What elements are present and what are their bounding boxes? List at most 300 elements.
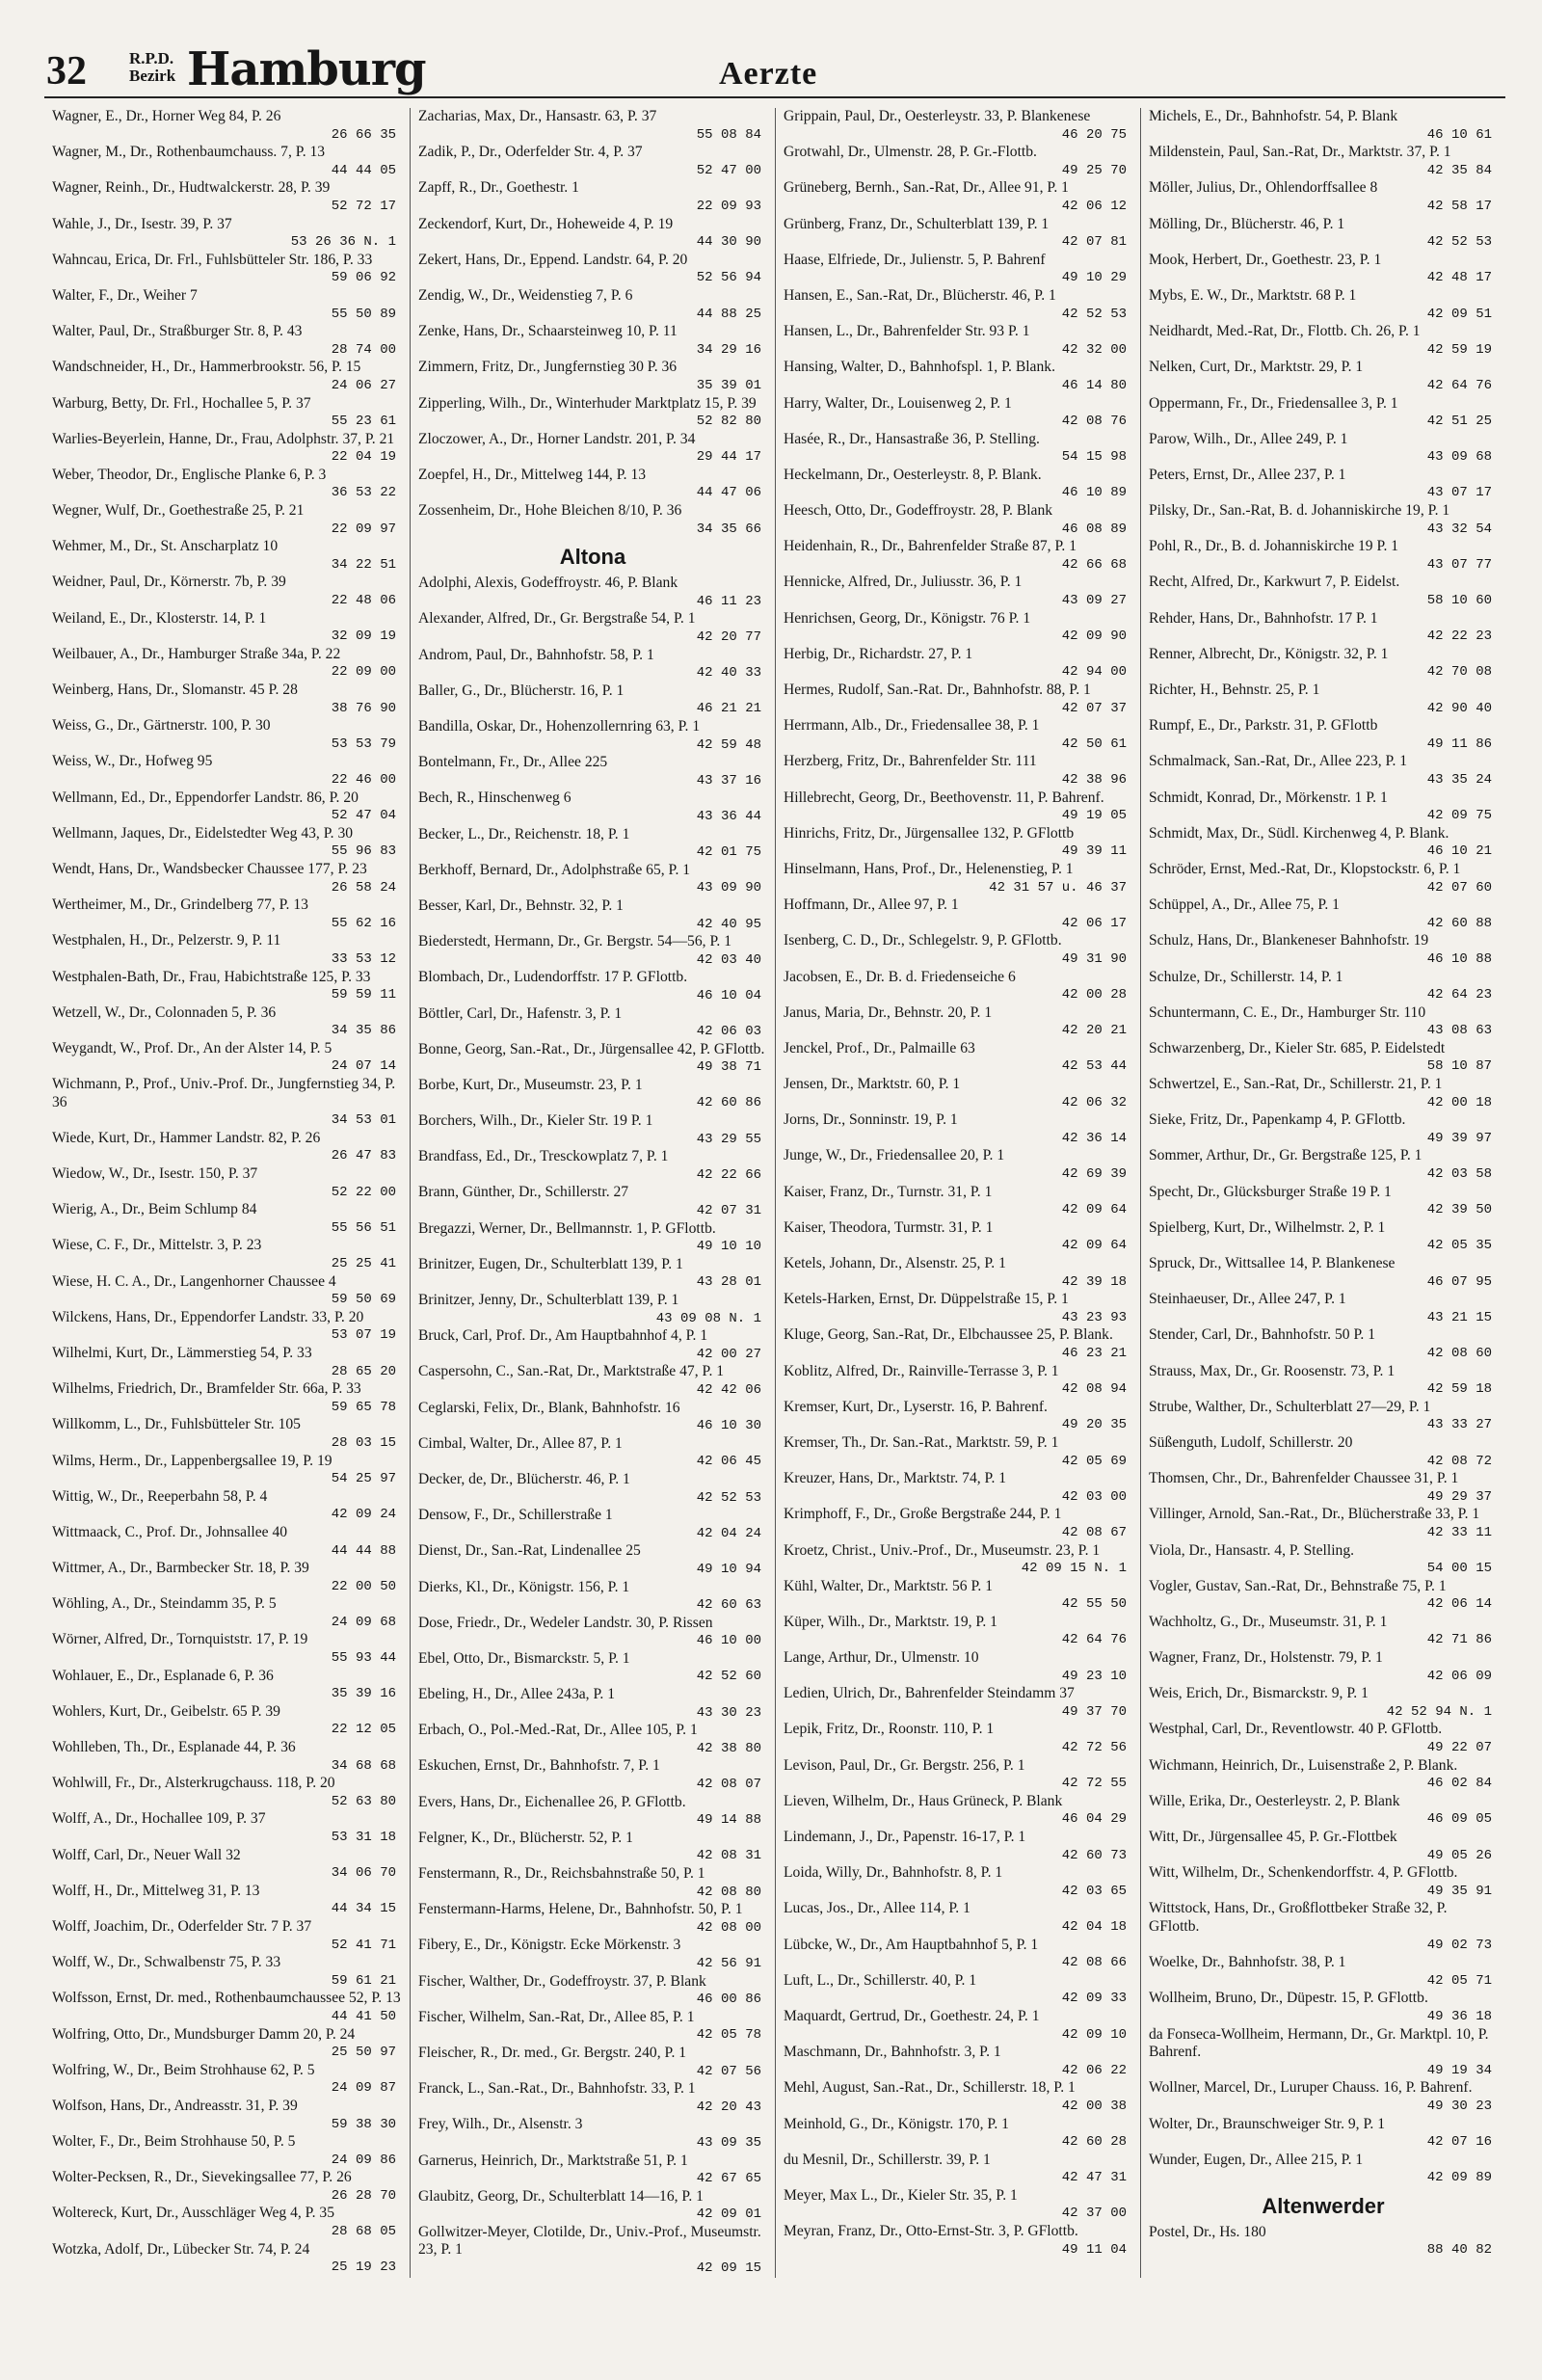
entry-text: Wolter, F., Dr., Beim Strohhause 50, P. 5 — [52, 2133, 296, 2151]
phone-number: 44 44 05 — [331, 162, 396, 178]
physician-entry — [52, 2241, 402, 2277]
physician-entry — [1149, 1399, 1498, 1434]
entry-text: Walter, Paul, Dr., Straßburger Str. 8, P. 43 — [52, 323, 303, 340]
phone-number: 59 61 21 — [331, 1972, 396, 1989]
entry-text: Schulz, Hans, Dr., Blankeneser Bahnhofstr. 19 — [1149, 932, 1429, 949]
entry-text: Witt, Dr., Jürgensallee 45, P. Gr.-Flottbek — [1149, 1829, 1397, 1845]
entry-text: Wilhelmi, Kurt, Dr., Lämmerstieg 54, P. 33 — [52, 1344, 312, 1361]
phone-number: 42 07 56 — [696, 2063, 761, 2079]
physician-entry — [784, 1219, 1132, 1255]
physician-entry — [52, 216, 402, 252]
entry-text: Hansen, L., Dr., Bahrenfelder Str. 93 P. 1 — [784, 323, 1030, 340]
phone-number: 46 10 21 — [1426, 843, 1492, 860]
phone-number: 42 59 18 — [1426, 1381, 1492, 1398]
phone-number: 55 93 44 — [331, 1650, 396, 1667]
physician-entry — [52, 252, 402, 287]
entry-text: Janus, Maria, Dr., Behnstr. 20, P. 1 — [784, 1003, 993, 1021]
phone-number: 42 60 88 — [1426, 915, 1492, 931]
physician-entry — [418, 1865, 767, 1901]
physician-entry — [418, 1579, 767, 1615]
physician-entry — [784, 1076, 1132, 1111]
entry-text: Fischer, Walther, Dr., Godeffroystr. 37, P. Blank — [418, 1972, 706, 1990]
entry-text: Sieke, Fritz, Dr., Papenkamp 4, P. GFlottb. — [1149, 1111, 1406, 1129]
phone-number: 55 56 51 — [331, 1219, 396, 1236]
entry-text: Wittmer, A., Dr., Barmbecker Str. 18, P. 39 — [52, 1560, 309, 1577]
entry-text: Rehder, Hans, Dr., Bahnhofstr. 17 P. 1 — [1149, 609, 1378, 627]
physician-entry — [784, 896, 1132, 932]
entry-text: Spruck, Dr., Wittsallee 14, P. Blankenese — [1149, 1255, 1396, 1271]
phone-number: 46 10 88 — [1426, 950, 1492, 967]
phone-number: 42 07 81 — [1061, 234, 1127, 251]
phone-number: 22 09 97 — [331, 521, 396, 537]
physician-entry — [784, 1721, 1132, 1756]
entry-text: Wolfsson, Ernst, Dr. med., Rothenbaumchaussee 52, P. 13 — [52, 1990, 401, 2007]
phone-number: 43 36 44 — [696, 808, 761, 824]
entry-text: Bruck, Carl, Prof. Dr., Am Hauptbahnhof 4, P. 1 — [418, 1327, 708, 1345]
physician-entry — [418, 323, 767, 359]
entry-text: Brann, Günther, Dr., Schillerstr. 27 — [418, 1184, 629, 1201]
physician-entry — [52, 1883, 402, 1918]
phone-number: 42 08 94 — [1061, 1381, 1127, 1398]
physician-entry — [52, 1810, 402, 1846]
phone-number: 42 40 33 — [696, 665, 761, 682]
phone-number: 42 39 50 — [1426, 1202, 1492, 1218]
entry-text: Oppermann, Fr., Dr., Friedensallee 3, P. 1 — [1149, 394, 1398, 412]
entry-text: Lieven, Wilhelm, Dr., Haus Grüneck, P. Blank — [784, 1792, 1063, 1809]
entry-text: Specht, Dr., Glücksburger Straße 19 P. 1 — [1149, 1183, 1392, 1200]
phone-number: 49 39 11 — [1061, 843, 1127, 860]
entry-text: Fischer, Wilhelm, San.-Rat, Dr., Allee 85, P. 1 — [418, 2008, 695, 2025]
entry-text: Junge, W., Dr., Friedensallee 20, P. 1 — [784, 1147, 1005, 1164]
physician-entry — [1149, 2224, 1498, 2260]
entry-text: Fenstermann, R., Dr., Reichsbahnstraße 50, P. 1 — [418, 1865, 705, 1882]
entry-text: Zeckendorf, Kurt, Dr., Hoheweide 4, P. 19 — [418, 215, 674, 232]
entry-text: Wolter-Pecksen, R., Dr., Sievekingsallee 77, P. 26 — [52, 2169, 352, 2186]
entry-text: Brandfass, Ed., Dr., Tresckowplatz 7, P. 1 — [418, 1148, 669, 1165]
phone-number: 42 52 53 — [1061, 306, 1127, 322]
phone-number: 42 08 31 — [696, 1848, 761, 1864]
phone-number: 42 52 53 — [1426, 234, 1492, 251]
entry-text: Adolphi, Alexis, Godeffroystr. 46, P. Blank — [418, 575, 678, 592]
entry-text: da Fonseca-Wollheim, Hermann, Dr., Gr. Marktpl. 10, P. Bahrenf. — [1149, 2025, 1489, 2061]
entry-text: Schmidt, Max, Dr., Südl. Kirchenweg 4, P. Blank. — [1149, 824, 1449, 842]
entry-text: Westphalen, H., Dr., Pelzerstr. 9, P. 11 — [52, 932, 281, 949]
physician-entry — [418, 1722, 767, 1757]
entry-text: Bech, R., Hinschenweg 6 — [418, 789, 572, 807]
physician-entry — [418, 862, 767, 897]
physician-entry — [418, 1220, 767, 1256]
phone-number: 46 23 21 — [1061, 1345, 1127, 1361]
phone-number: 28 74 00 — [331, 341, 396, 358]
physician-entry — [784, 359, 1132, 394]
phone-number: 52 47 00 — [696, 162, 761, 178]
entry-text: Wierig, A., Dr., Beim Schlump 84 — [52, 1201, 257, 1218]
phone-number: 59 65 78 — [331, 1399, 396, 1415]
phone-number: 49 36 18 — [1426, 2008, 1492, 2024]
physician-entry — [1149, 1111, 1498, 1147]
phone-number: 52 72 17 — [331, 198, 396, 214]
phone-number: 46 08 89 — [1061, 521, 1127, 537]
physician-entry — [418, 2009, 767, 2045]
entry-text: Felgner, K., Dr., Blücherstr. 52, P. 1 — [418, 1829, 633, 1846]
entry-text: Jorns, Dr., Sonninstr. 19, P. 1 — [784, 1111, 958, 1129]
phone-number: 49 10 29 — [1061, 270, 1127, 286]
physician-entry — [1149, 646, 1498, 682]
physician-entry — [1149, 1040, 1498, 1076]
entry-text: Wiedow, W., Dr., Isestr. 150, P. 37 — [52, 1165, 258, 1183]
entry-text: Haase, Elfriede, Dr., Julienstr. 5, P. Bahrenf — [784, 251, 1046, 268]
phone-number: 49 11 86 — [1426, 735, 1492, 752]
physician-entry — [52, 1954, 402, 1990]
entry-text: Schwarzenberg, Dr., Kieler Str. 685, P. Eidelstedt — [1149, 1039, 1446, 1056]
entry-text: Mehl, August, San.-Rat., Dr., Schillerstr. 18, P. 1 — [784, 2079, 1076, 2097]
physician-entry — [418, 1077, 767, 1112]
entry-text: Wolfring, Otto, Dr., Mundsburger Damm 20, P. 24 — [52, 2025, 356, 2043]
phone-number: 42 05 69 — [1061, 1453, 1127, 1469]
entry-text: Ebel, Otto, Dr., Bismarckstr. 5, P. 1 — [418, 1649, 630, 1667]
place-heading: Altona — [559, 545, 626, 570]
entry-text: Hinselmann, Hans, Prof., Dr., Helenenstieg, P. 1 — [784, 860, 1074, 877]
phone-number: 42 09 51 — [1426, 306, 1492, 322]
phone-number: 42 09 15 N. 1 — [1021, 1561, 1127, 1577]
phone-number: 53 07 19 — [331, 1327, 396, 1344]
phone-number: 43 09 27 — [1061, 593, 1127, 609]
physician-entry — [784, 2044, 1132, 2079]
physician-entry — [418, 1471, 767, 1507]
phone-number: 43 09 35 — [696, 2134, 761, 2151]
physician-entry — [1149, 1793, 1498, 1829]
entry-text: Wiede, Kurt, Dr., Hammer Landstr. 82, P. 26 — [52, 1129, 321, 1146]
phone-number: 42 03 58 — [1426, 1166, 1492, 1183]
phone-number: 35 39 16 — [331, 1686, 396, 1702]
phone-number: 26 28 70 — [331, 2187, 396, 2204]
phone-number: 42 08 66 — [1061, 1955, 1127, 1971]
entry-text: Woltereck, Kurt, Dr., Ausschläger Weg 4, P. 35 — [52, 2205, 334, 2222]
physician-entry — [1149, 1757, 1498, 1793]
phone-number: 42 07 31 — [696, 1203, 761, 1219]
entry-text: Steinhaeuser, Dr., Allee 247, P. 1 — [1149, 1291, 1346, 1308]
physician-entry — [1149, 610, 1498, 646]
entry-text: Wagner, Reinh., Dr., Hudtwalckerstr. 28, P. 39 — [52, 179, 331, 197]
physician-entry — [418, 754, 767, 789]
phone-number: 42 69 39 — [1061, 1166, 1127, 1183]
physician-entry — [1149, 1470, 1498, 1506]
phone-number: 58 10 60 — [1426, 593, 1492, 609]
physician-entry — [52, 1668, 402, 1703]
phone-number: 42 09 33 — [1061, 1991, 1127, 2007]
physician-entry — [1149, 1578, 1498, 1614]
entry-text: Strauss, Max, Dr., Gr. Roosenstr. 73, P. 1 — [1149, 1362, 1396, 1379]
entry-text: Kühl, Walter, Dr., Marktstr. 56 P. 1 — [784, 1577, 994, 1594]
physician-entry — [784, 1434, 1132, 1470]
entry-text: Heckelmann, Dr., Oesterleystr. 8, P. Blank. — [784, 466, 1042, 483]
physician-entry — [1149, 1184, 1498, 1219]
entry-text: Nelken, Curt, Dr., Marktstr. 29, P. 1 — [1149, 359, 1364, 376]
phone-number: 42 08 80 — [696, 1884, 761, 1900]
phone-number: 22 09 93 — [696, 198, 761, 214]
phone-number: 42 59 48 — [696, 736, 761, 753]
phone-number: 46 02 84 — [1426, 1776, 1492, 1792]
phone-number: 52 22 00 — [331, 1184, 396, 1200]
physician-entry — [784, 179, 1132, 215]
phone-number: 43 30 23 — [696, 1704, 761, 1721]
phone-number: 42 56 91 — [696, 1955, 761, 1971]
phone-number: 42 40 95 — [696, 916, 761, 932]
phone-number: 42 35 84 — [1426, 162, 1492, 178]
physician-entry — [52, 395, 402, 431]
physician-entry — [784, 1255, 1132, 1291]
phone-number: 22 00 50 — [331, 1578, 396, 1594]
entry-text: Biederstedt, Hermann, Dr., Gr. Bergstr. 54—56, P. 1 — [418, 933, 731, 950]
phone-number: 42 05 78 — [696, 2027, 761, 2044]
physician-entry — [784, 2187, 1132, 2223]
phone-number: 42 20 21 — [1061, 1023, 1127, 1039]
physician-entry — [1149, 395, 1498, 431]
entry-text: Borbe, Kurt, Dr., Museumstr. 23, P. 1 — [418, 1076, 643, 1093]
entry-text: Rumpf, E., Dr., Parkstr. 31, P. GFlottb — [1149, 717, 1378, 735]
phone-number: 42 31 57 u. 46 37 — [989, 879, 1127, 896]
entry-text: Frey, Wilh., Dr., Alsenstr. 3 — [418, 2116, 583, 2133]
entry-text: Isenberg, C. D., Dr., Schlegelstr. 9, P. GFlottb. — [784, 932, 1062, 949]
physician-entry — [784, 287, 1132, 323]
entry-text: Maquardt, Gertrud, Dr., Goethestr. 24, P. 1 — [784, 2007, 1040, 2024]
phone-number: 36 53 22 — [331, 485, 396, 501]
phone-number: 54 15 98 — [1061, 449, 1127, 466]
phone-number: 49 37 70 — [1061, 1703, 1127, 1720]
phone-number: 43 33 27 — [1426, 1417, 1492, 1433]
physician-entry — [784, 969, 1132, 1004]
physician-entry — [418, 1686, 767, 1722]
physician-entry — [418, 1542, 767, 1578]
city-title: Hamburg — [187, 42, 426, 96]
phone-number: 46 07 95 — [1426, 1273, 1492, 1290]
physician-entry — [418, 502, 767, 538]
physician-entry — [1149, 1434, 1498, 1470]
phone-number: 42 59 19 — [1426, 341, 1492, 358]
entry-text: Wilhelms, Friedrich, Dr., Bramfelder Str. 66a, P. 33 — [52, 1380, 361, 1398]
entry-text: Willkomm, L., Dr., Fuhlsbütteler Str. 105 — [52, 1416, 301, 1433]
phone-number: 42 08 60 — [1426, 1345, 1492, 1361]
entry-text: Brinitzer, Eugen, Dr., Schulterblatt 139, P. 1 — [418, 1255, 683, 1272]
entry-text: Glaubitz, Georg, Dr., Schulterblatt 14—16, P. 1 — [418, 2187, 704, 2205]
entry-text: Wolff, A., Dr., Hochallee 109, P. 37 — [52, 1810, 266, 1828]
entry-text: Mybs, E. W., Dr., Marktstr. 68 P. 1 — [1149, 286, 1357, 304]
physician-entry — [784, 861, 1132, 896]
physician-entry — [784, 932, 1132, 968]
phone-number: 42 09 64 — [1061, 1202, 1127, 1218]
entry-text: Kroetz, Christ., Univ.-Prof., Dr., Museumstr. 23, P. 1 — [784, 1541, 1101, 1559]
entry-text: Kluge, Georg, San.-Rat, Dr., Elbchaussee 25, P. Blank. — [784, 1326, 1113, 1344]
phone-number: 46 04 29 — [1061, 1811, 1127, 1828]
phone-number: 42 64 76 — [1061, 1632, 1127, 1648]
physician-entry — [52, 825, 402, 861]
entry-text: Weidner, Paul, Dr., Körnerstr. 7b, P. 39 — [52, 574, 286, 591]
entry-text: Dose, Friedr., Dr., Wedeler Landstr. 30, P. Rissen — [418, 1614, 713, 1631]
phone-number: 53 26 36 N. 1 — [290, 234, 396, 251]
physician-entry — [52, 789, 402, 825]
entry-text: Wagner, E., Dr., Horner Weg 84, P. 26 — [52, 108, 281, 124]
phone-number: 44 47 06 — [696, 485, 761, 501]
entry-text: Strube, Walther, Dr., Schulterblatt 27—29, P. 1 — [1149, 1398, 1431, 1415]
phone-number: 42 04 24 — [696, 1525, 761, 1541]
entry-text: Hansen, E., San.-Rat, Dr., Blücherstr. 46, P. 1 — [784, 286, 1056, 304]
entry-text: Recht, Alfred, Dr., Karkwurt 7, P. Eidelst. — [1149, 574, 1400, 591]
entry-text: Jenckel, Prof., Dr., Palmaille 63 — [784, 1039, 975, 1056]
physician-entry — [784, 502, 1132, 538]
physician-entry — [418, 789, 767, 825]
entry-text: Hansing, Walter, D., Bahnhofspl. 1, P. Blank. — [784, 359, 1055, 376]
phone-number: 53 53 79 — [331, 735, 396, 752]
physician-entry — [1149, 753, 1498, 789]
physician-entry — [52, 1076, 402, 1130]
physician-entry — [1149, 896, 1498, 932]
physician-entry — [418, 1041, 767, 1077]
entry-text: Weiland, E., Dr., Klosterstr. 14, P. 1 — [52, 609, 267, 627]
phone-number: 43 32 54 — [1426, 521, 1492, 537]
entry-text: Lucas, Jos., Dr., Allee 114, P. 1 — [784, 1900, 970, 1917]
physician-entry — [784, 1900, 1132, 1936]
physician-entry — [418, 179, 767, 215]
listing-column-3 — [775, 108, 1140, 2278]
physician-entry — [52, 1847, 402, 1883]
physician-entry — [1149, 717, 1498, 753]
physician-entry — [418, 1148, 767, 1184]
phone-number: 52 63 80 — [331, 1793, 396, 1809]
phone-number: 42 03 00 — [1061, 1488, 1127, 1505]
entry-text: Kremser, Th., Dr. San.-Rat., Marktstr. 59, P. 1 — [784, 1433, 1059, 1451]
entry-text: Luft, L., Dr., Schillerstr. 40, P. 1 — [784, 1971, 977, 1989]
entry-text: Postel, Dr., Hs. 180 — [1149, 2223, 1266, 2240]
physician-entry — [52, 1595, 402, 1631]
physician-entry — [52, 1775, 402, 1810]
physician-entry — [784, 1111, 1132, 1147]
physician-entry — [52, 1380, 402, 1416]
entry-text: Baller, G., Dr., Blücherstr. 16, P. 1 — [418, 682, 625, 699]
entry-text: Grotwahl, Dr., Ulmenstr. 28, P. Gr.-Flottb. — [784, 144, 1037, 161]
phone-number: 42 05 71 — [1426, 1972, 1492, 1989]
entry-text: Mildenstein, Paul, San.-Rat, Dr., Marktstr. 37, P. 1 — [1149, 144, 1451, 161]
physician-entry — [418, 359, 767, 394]
phone-number: 42 08 00 — [696, 1919, 761, 1936]
phone-number: 26 66 35 — [331, 126, 396, 143]
entry-text: Mook, Herbert, Dr., Goethestr. 23, P. 1 — [1149, 251, 1382, 268]
entry-text: Woelke, Dr., Bahnhofstr. 38, P. 1 — [1149, 1954, 1346, 1971]
phone-number: 46 11 23 — [696, 593, 761, 609]
physician-entry — [418, 1757, 767, 1793]
entry-text: Henrichsen, Georg, Dr., Königstr. 76 P. 1 — [784, 609, 1031, 627]
entry-text: Ledien, Ulrich, Dr., Bahrenfelder Steindamm 37 — [784, 1685, 1075, 1702]
entry-text: Wegner, Wulf, Dr., Goethestraße 25, P. 21 — [52, 502, 305, 520]
physician-entry — [418, 1973, 767, 2009]
physician-entry — [1149, 467, 1498, 502]
phone-number: 54 00 15 — [1426, 1561, 1492, 1577]
phone-number: 34 06 70 — [331, 1865, 396, 1882]
phone-number: 26 47 83 — [331, 1148, 396, 1164]
physician-entry — [1149, 2079, 1498, 2115]
physician-entry — [52, 1990, 402, 2025]
physician-entry — [52, 287, 402, 323]
phone-number: 46 14 80 — [1061, 377, 1127, 393]
entry-text: Wellmann, Jaques, Dr., Eidelstedter Weg 43, P. 30 — [52, 824, 354, 842]
physician-entry — [52, 753, 402, 789]
physician-entry — [1149, 144, 1498, 179]
physician-entry — [784, 1040, 1132, 1076]
entry-text: Wille, Erika, Dr., Oesterleystr. 2, P. Blank — [1149, 1792, 1400, 1809]
physician-entry — [52, 1309, 402, 1345]
entry-text: Bandilla, Oskar, Dr., Hohenzollernring 63, P. 1 — [418, 718, 701, 735]
physician-entry — [52, 932, 402, 968]
physician-entry — [52, 2133, 402, 2169]
phone-number: 52 41 71 — [331, 1937, 396, 1953]
entry-text: Harry, Walter, Dr., Louisenweg 2, P. 1 — [784, 394, 1012, 412]
phone-number: 42 06 22 — [1061, 2062, 1127, 2078]
phone-number: 42 08 72 — [1426, 1453, 1492, 1469]
entry-text: Wehmer, M., Dr., St. Anscharplatz 10 — [52, 538, 279, 555]
physician-entry — [1149, 861, 1498, 896]
physician-entry — [784, 1399, 1132, 1434]
entry-text: Wichmann, P., Prof., Univ.-Prof. Dr., Jungfernstieg 34, P. 36 — [52, 1076, 396, 1110]
physician-entry — [1149, 1614, 1498, 1649]
entry-text: Zapff, R., Dr., Goethestr. 1 — [418, 179, 579, 197]
physician-entry — [1149, 969, 1498, 1004]
phone-number: 55 50 89 — [331, 306, 396, 322]
entry-text: Hennicke, Alfred, Dr., Juliusstr. 36, P. 1 — [784, 574, 1023, 591]
phone-number: 42 06 32 — [1061, 1094, 1127, 1110]
phone-number: 42 06 45 — [696, 1454, 761, 1470]
physician-entry — [1149, 108, 1498, 144]
physician-entry — [784, 682, 1132, 717]
physician-entry — [784, 1147, 1132, 1183]
phone-number: 46 10 89 — [1061, 485, 1127, 501]
physician-entry — [1149, 502, 1498, 538]
entry-text: Borchers, Wilh., Dr., Kieler Str. 19 P. 1 — [418, 1112, 653, 1130]
phone-number: 46 20 75 — [1061, 126, 1127, 143]
phone-number: 22 48 06 — [331, 593, 396, 609]
entry-text: Ketels, Johann, Dr., Alsenstr. 25, P. 1 — [784, 1255, 1006, 1271]
phone-number: 42 07 60 — [1426, 879, 1492, 896]
phone-number: 42 03 40 — [696, 951, 761, 968]
physician-entry — [52, 574, 402, 609]
phone-number: 46 10 30 — [696, 1418, 761, 1434]
phone-number: 42 47 31 — [1061, 2170, 1127, 2186]
physician-entry — [52, 1237, 402, 1272]
physician-entry — [1149, 1721, 1498, 1756]
physician-entry — [1149, 1326, 1498, 1362]
phone-number: 44 30 90 — [696, 234, 761, 251]
physician-entry — [52, 1345, 402, 1380]
phone-number: 24 09 68 — [331, 1614, 396, 1630]
entry-text: Wittstock, Hans, Dr., Großflottbeker Straße 32, P. GFlottb. — [1149, 1900, 1448, 1935]
phone-number: 49 10 94 — [696, 1561, 761, 1577]
physician-entry — [784, 1291, 1132, 1326]
physician-entry — [418, 1830, 767, 1865]
phone-number: 42 38 96 — [1061, 771, 1127, 788]
physician-entry — [784, 1829, 1132, 1864]
phone-number: 58 10 87 — [1426, 1058, 1492, 1075]
physician-entry — [784, 1864, 1132, 1900]
phone-number: 42 01 75 — [696, 844, 761, 861]
phone-number: 42 06 12 — [1061, 198, 1127, 214]
physician-entry — [52, 2169, 402, 2205]
entry-text: Zendig, W., Dr., Weidenstieg 7, P. 6 — [418, 286, 633, 304]
physician-entry — [784, 467, 1132, 502]
physician-entry — [418, 395, 767, 431]
physician-entry — [1149, 216, 1498, 252]
entry-text: Wachholtz, G., Dr., Museumstr. 31, P. 1 — [1149, 1613, 1388, 1630]
physician-entry — [784, 1793, 1132, 1829]
entry-text: Schwertzel, E., San.-Rat, Dr., Schillerstr. 21, P. 1 — [1149, 1076, 1443, 1093]
entry-text: Vogler, Gustav, San.-Rat, Dr., Behnstraße 75, P. 1 — [1149, 1577, 1447, 1594]
